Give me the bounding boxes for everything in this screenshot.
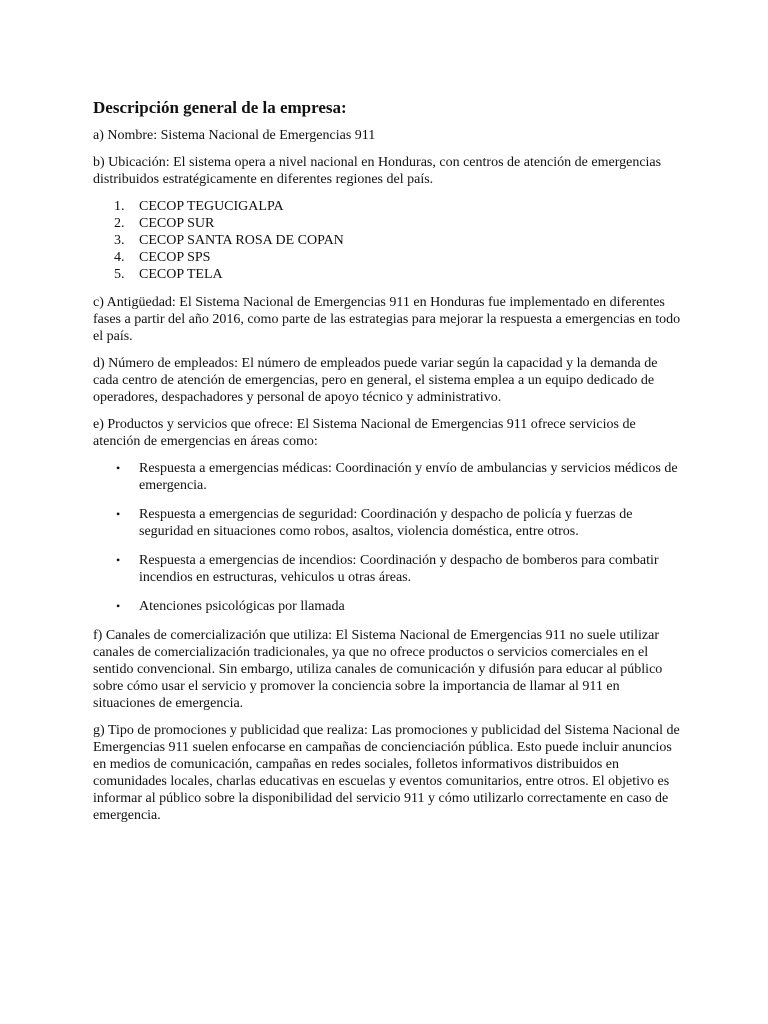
list-item (93, 598, 683, 615)
centers-list (93, 198, 683, 283)
paragraph-name: a) Nombre: Sistema Nacional de Emergencias 911 (93, 128, 376, 143)
bullet-icon: • (116, 507, 121, 521)
bullet-icon: • (116, 461, 121, 475)
services-list (93, 460, 683, 615)
page-title: Descripción general de la empresa: (93, 98, 347, 117)
paragraph-location: b) Ubicación: El sistema opera a nivel nacional en Honduras, con centros de atención de emergencias distribuidos estratégicamente en diferentes regiones del país. (93, 155, 662, 187)
paragraph-promotions: g) Tipo de promociones y publicidad que realiza: Las promociones y publicidad del Sistema Nacional de Emergencias 911 suelen enfocarse en campañas de concienciación pública. Esto puede incluir anuncios en medios de comunicación, campañas en redes sociales, folletos informativos distribuidos en comunidades locales, charlas educativas en escuelas y eventos comunitarios, entre otros. El objetivo es informar al público sobre la disponibilidad del servicio 911 y cómo utilizarlo correctamente en caso de emergencia. (93, 723, 680, 823)
list-number: 1. (114, 199, 125, 214)
list-number: 4. (114, 250, 125, 265)
list-item (93, 506, 683, 540)
bullet-icon: • (116, 553, 121, 567)
list-number: 5. (114, 267, 125, 282)
list-item-label: CECOP TEGUCIGALPA (139, 199, 284, 214)
list-item (93, 249, 683, 266)
list-item (93, 460, 683, 494)
list-item (93, 198, 683, 215)
list-item-label: CECOP SUR (139, 216, 215, 231)
list-item-text: Respuesta a emergencias de incendios: Coordinación y despacho de bomberos para combatir incendios en estructuras, vehiculos u otras áreas. (139, 553, 659, 585)
paragraph-employees: d) Número de empleados: El número de empleados puede variar según la capacidad y la demanda de cada centro de atención de emergencias, pero en general, el sistema emplea a un equipo dedicado de operadores, despachadores y personal de apoyo técnico y administrativo. (93, 356, 658, 405)
list-item-text: Respuesta a emergencias médicas: Coordinación y envío de ambulancias y servicios médicos de emergencia. (139, 461, 678, 493)
list-item-text: Atenciones psicológicas por llamada (139, 599, 345, 614)
paragraph-age: c) Antigüedad: El Sistema Nacional de Emergencias 911 en Honduras fue implementado en diferentes fases a partir del año 2016, como parte de las estrategias para mejorar la respuesta a emergencias en todo el país. (93, 295, 681, 344)
list-item (93, 552, 683, 586)
list-item-text: Respuesta a emergencias de seguridad: Coordinación y despacho de policía y fuerzas de seguridad en situaciones como robos, asaltos, violencia doméstica, entre otros. (139, 507, 633, 539)
list-number: 3. (114, 233, 125, 248)
list-number: 2. (114, 216, 125, 231)
list-item (93, 215, 683, 232)
list-item-label: CECOP SPS (139, 250, 211, 265)
paragraph-services: e) Productos y servicios que ofrece: El Sistema Nacional de Emergencias 911 ofrece servicios de atención de emergencias en áreas como: (93, 417, 636, 449)
list-item (93, 232, 683, 249)
bullet-icon: • (116, 599, 121, 613)
list-item (93, 266, 683, 283)
list-item-label: CECOP SANTA ROSA DE COPAN (139, 233, 344, 248)
document-page (93, 98, 683, 834)
paragraph-channels: f) Canales de comercialización que utiliza: El Sistema Nacional de Emergencias 911 no suele utilizar canales de comercialización tradicionales, ya que no ofrece productos o servicios comerciales en el sentido convencional. Sin embargo, utiliza canales de comunicación y difusión para educar al público sobre cómo usar el servicio y promover la conciencia sobre la importancia de llamar al 911 en situaciones de emergencia. (93, 628, 663, 711)
list-item-label: CECOP TELA (139, 267, 223, 282)
